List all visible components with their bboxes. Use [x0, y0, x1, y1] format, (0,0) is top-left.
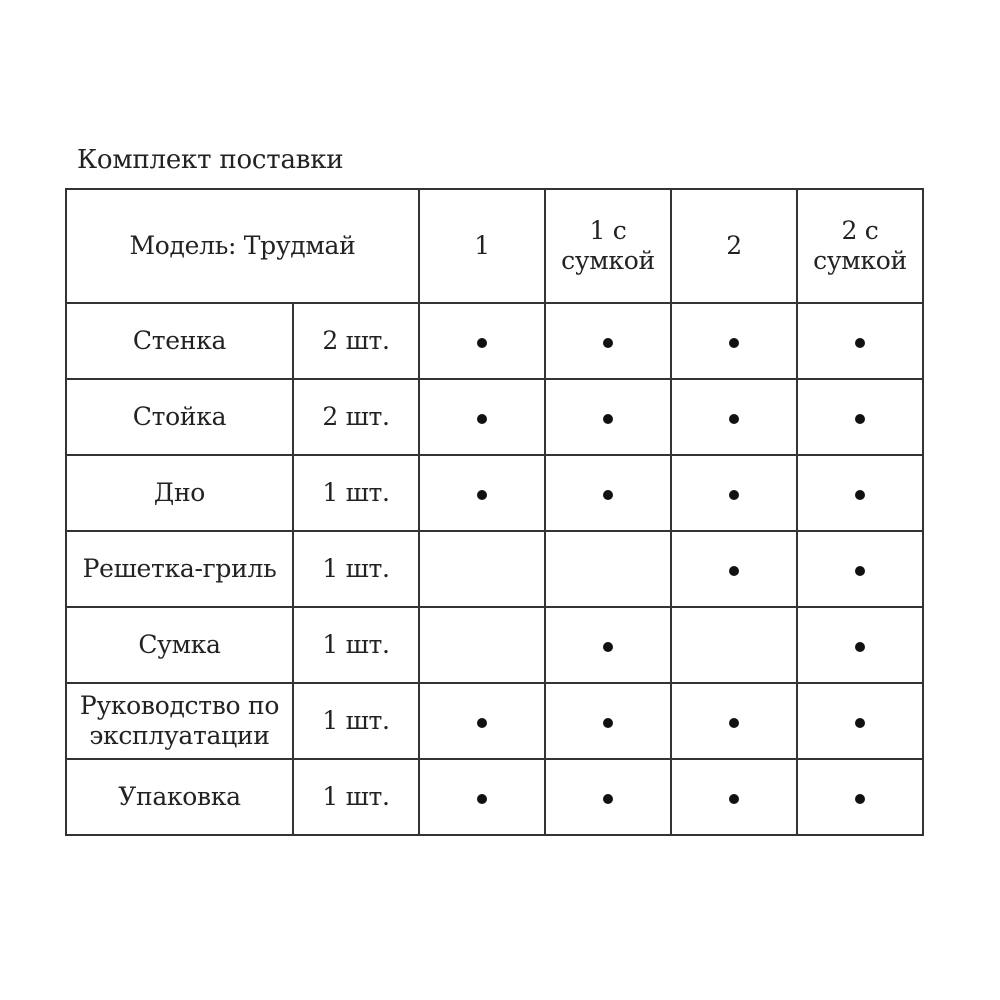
- quantity-cell: [293, 379, 419, 455]
- inclusion-cell: [545, 379, 671, 455]
- inclusion-cell: [671, 303, 797, 379]
- table-row: [66, 531, 923, 607]
- table-row: [66, 607, 923, 683]
- part-name-cell: [66, 759, 293, 835]
- inclusion-cell: [545, 455, 671, 531]
- included-dot-icon: [729, 794, 739, 804]
- inclusion-cell: [419, 303, 545, 379]
- quantity-value: 1 шт.: [322, 706, 390, 735]
- quantity-cell: [293, 531, 419, 607]
- variant-label-line2: сумкой: [561, 246, 655, 275]
- included-dot-icon: [729, 490, 739, 500]
- inclusion-cell: [671, 379, 797, 455]
- inclusion-cell: [797, 303, 923, 379]
- inclusion-cell: [419, 759, 545, 835]
- included-dot-icon: [855, 794, 865, 804]
- quantity-value: 1 шт.: [322, 554, 390, 583]
- inclusion-cell: [419, 607, 545, 683]
- included-dot-icon: [855, 718, 865, 728]
- part-name-line1: Стенка: [132, 326, 227, 355]
- inclusion-cell: [419, 379, 545, 455]
- quantity-value: 2 шт.: [322, 326, 390, 355]
- included-dot-icon: [603, 490, 613, 500]
- included-dot-icon: [855, 414, 865, 424]
- quantity-cell: [293, 455, 419, 531]
- part-name-line1: Сумка: [138, 630, 221, 659]
- inclusion-cell: [671, 759, 797, 835]
- variant-header-cell: [545, 189, 671, 303]
- included-dot-icon: [477, 414, 487, 424]
- part-name-line1: Упаковка: [118, 782, 241, 811]
- included-dot-icon: [729, 566, 739, 576]
- variant-label-line1: 1 с: [589, 216, 627, 245]
- variant-label-line1: 2 с: [841, 216, 879, 245]
- part-name-cell: [66, 455, 293, 531]
- part-name-line1: Стойка: [132, 402, 227, 431]
- part-name-line2: эксплуатации: [89, 721, 270, 750]
- quantity-cell: [293, 683, 419, 759]
- inclusion-cell: [419, 683, 545, 759]
- inclusion-cell: [797, 531, 923, 607]
- inclusion-cell: [419, 455, 545, 531]
- part-name-line1: Руководство по: [79, 691, 280, 720]
- header-row: [66, 189, 923, 303]
- inclusion-cell: [545, 683, 671, 759]
- included-dot-icon: [603, 794, 613, 804]
- inclusion-cell: [797, 683, 923, 759]
- part-name-cell: [66, 607, 293, 683]
- table-row: [66, 759, 923, 835]
- table-row: [66, 379, 923, 455]
- included-dot-icon: [855, 490, 865, 500]
- model-label: Модель: Трудмай: [129, 231, 356, 260]
- included-dot-icon: [477, 338, 487, 348]
- included-dot-icon: [855, 338, 865, 348]
- variant-label-line1: 2: [726, 231, 742, 260]
- inclusion-cell: [671, 455, 797, 531]
- table-row: [66, 303, 923, 379]
- included-dot-icon: [729, 338, 739, 348]
- variant-label-line1: 1: [474, 231, 490, 260]
- section-title: Комплект поставки: [77, 145, 344, 175]
- part-name-cell: [66, 531, 293, 607]
- quantity-value: 1 шт.: [322, 630, 390, 659]
- variant-header-cell: [797, 189, 923, 303]
- inclusion-cell: [419, 531, 545, 607]
- inclusion-cell: [545, 759, 671, 835]
- quantity-cell: [293, 759, 419, 835]
- variant-header-cell: [419, 189, 545, 303]
- included-dot-icon: [603, 338, 613, 348]
- included-dot-icon: [729, 414, 739, 424]
- part-name-cell: [66, 683, 293, 759]
- included-dot-icon: [729, 718, 739, 728]
- inclusion-cell: [545, 303, 671, 379]
- included-dot-icon: [603, 718, 613, 728]
- variant-label-line2: сумкой: [813, 246, 907, 275]
- inclusion-cell: [797, 607, 923, 683]
- inclusion-cell: [797, 759, 923, 835]
- included-dot-icon: [477, 490, 487, 500]
- inclusion-cell: [671, 607, 797, 683]
- inclusion-cell: [671, 531, 797, 607]
- table-row: [66, 455, 923, 531]
- included-dot-icon: [603, 642, 613, 652]
- quantity-cell: [293, 303, 419, 379]
- part-name-line1: Решетка-гриль: [82, 554, 277, 583]
- inclusion-cell: [545, 531, 671, 607]
- quantity-value: 2 шт.: [322, 402, 390, 431]
- inclusion-cell: [797, 379, 923, 455]
- model-header-cell: [66, 189, 419, 303]
- quantity-value: 1 шт.: [322, 782, 390, 811]
- included-dot-icon: [603, 414, 613, 424]
- included-dot-icon: [855, 642, 865, 652]
- part-name-line1: Дно: [153, 478, 206, 507]
- part-name-cell: [66, 303, 293, 379]
- inclusion-cell: [671, 683, 797, 759]
- inclusion-cell: [797, 455, 923, 531]
- included-dot-icon: [855, 566, 865, 576]
- quantity-value: 1 шт.: [322, 478, 390, 507]
- quantity-cell: [293, 607, 419, 683]
- inclusion-cell: [545, 607, 671, 683]
- variant-header-cell: [671, 189, 797, 303]
- part-name-cell: [66, 379, 293, 455]
- table-row: [66, 683, 923, 759]
- included-dot-icon: [477, 794, 487, 804]
- included-dot-icon: [477, 718, 487, 728]
- delivery-set-table: [65, 188, 924, 836]
